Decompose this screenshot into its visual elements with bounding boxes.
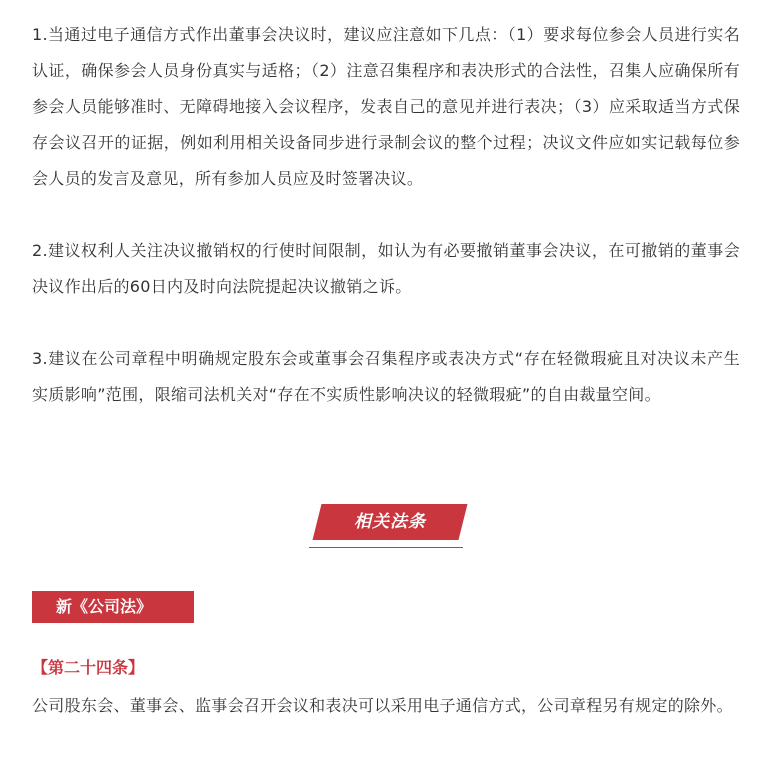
paragraph-3: 3.建议在公司章程中明确规定股东会或董事会召集程序或表决方式“存在轻微瑕疵且对决议未产生实质影响”范围，限缩司法机关对“存在不实质性影响决议的轻微瑕疵”的自由裁量空间。	[32, 349, 740, 404]
paragraph-gap	[32, 305, 740, 341]
banner-label: 相关法条	[354, 512, 426, 532]
article-body: 公司股东会、董事会、监事会召开会议和表决可以采用电子通信方式，公司章程另有规定的除外。	[32, 696, 733, 715]
section-banner	[309, 504, 463, 548]
article-title: 【第二十四条】	[32, 658, 145, 677]
paragraph-gap	[32, 197, 740, 233]
law-name-tag: 新《公司法》	[32, 591, 194, 623]
paragraph-2: 2.建议权利人关注决议撤销权的行使时间限制，如认为有必要撤销董事会决议，在可撤销的董事会决议作出后的60日内及时向法院提起决议撤销之诉。	[32, 241, 740, 296]
banner-underline	[309, 547, 463, 548]
paragraph-1: 1.当通过电子通信方式作出董事会决议时，建议应注意如下几点：（1）要求每位参会人员进行实名认证，确保参会人员身份真实与适格；（2）注意召集程序和表决形式的合法性，召集人应确保所有参会人员能够准时、无障碍地接入会议程序，发表自己的意见并进行表决；（3）应采取适当方式保存会议召开的证据，例如利用相关设备同步进行录制会议的整个过程；决议文件应如实记载每位参会人员的发言及意见，所有参加人员应及时签署决议。	[32, 25, 740, 188]
article-content	[32, 17, 740, 413]
